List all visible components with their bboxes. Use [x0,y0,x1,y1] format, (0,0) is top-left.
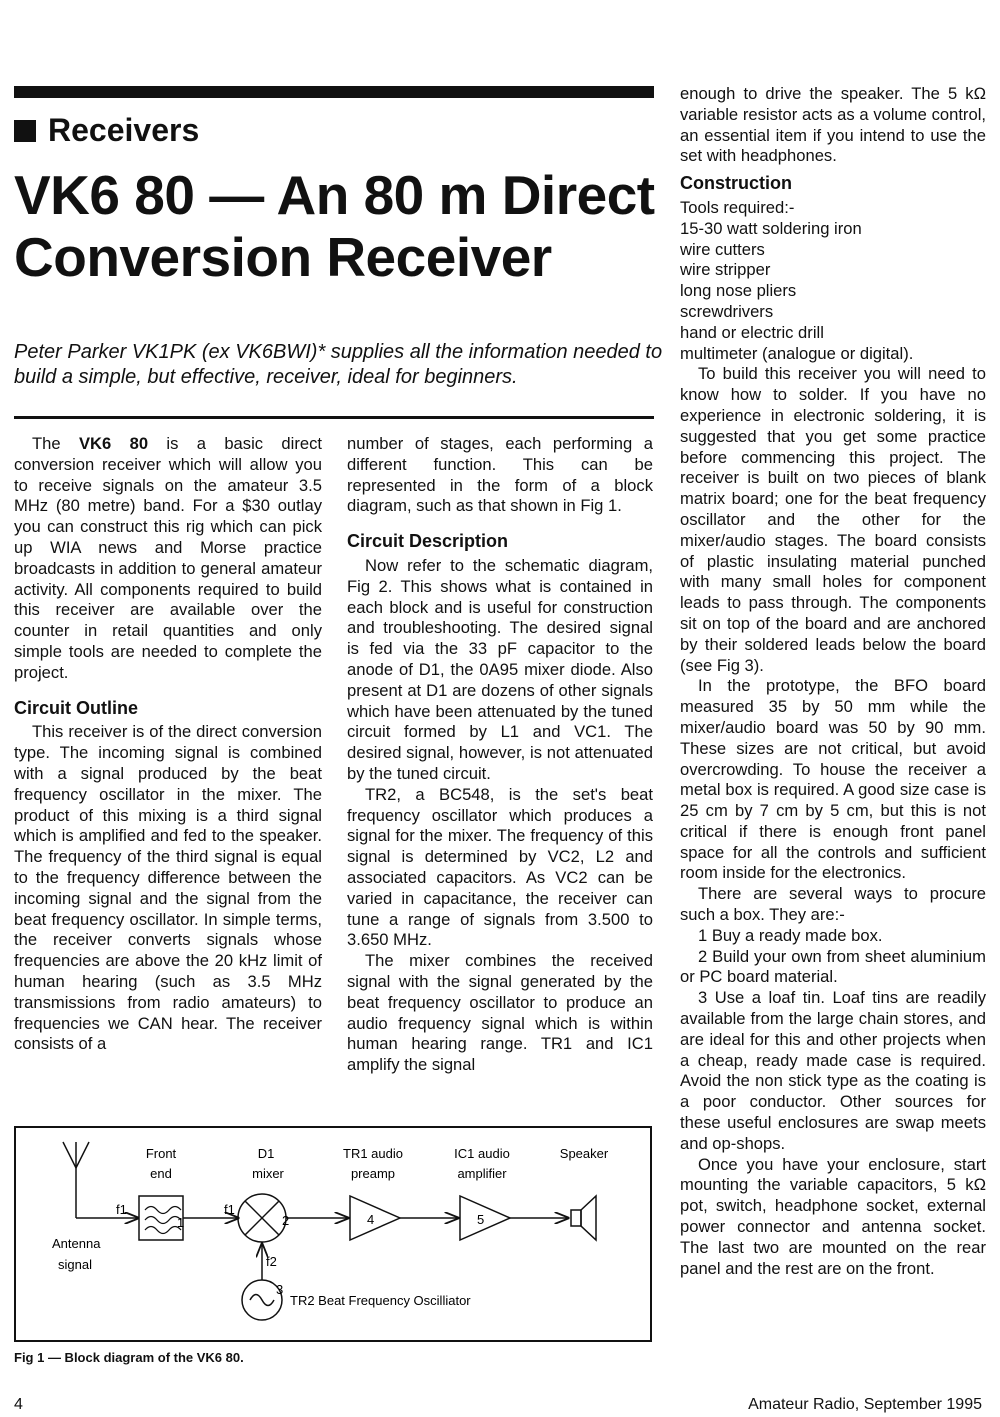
label-f1-a: f1 [116,1202,127,1217]
intro-bold-name: VK6 80 [78,434,149,453]
label-f1-b: f1 [224,1202,235,1217]
label-ic1-1: IC1 audio [454,1146,510,1161]
speaker-icon [571,1196,596,1240]
label-tr1-1: TR1 audio [343,1146,403,1161]
label-tr1-2: preamp [350,1166,396,1181]
list-item: Tools required:- [680,197,795,217]
page-number: 4 [14,1396,23,1413]
heading-circuit-description: Circuit Description [347,531,509,552]
top-rule [14,86,654,98]
label-antenna-1: Antenna [52,1236,101,1251]
figure-caption: Fig 1 — Block diagram of the VK6 80. [14,1350,244,1365]
numbered-item-3: 3 Use a loaf tin. Loaf tins are readily available from the large chain stores, and are ideal for this and other projects when a cheap, ready made case is required. Avoid the non stick type as the coating is a poor conductor. Other sources for these useful enclosures are swap meets and op-shops. [680,988,986,1153]
label-d1-1: D1 [257,1146,275,1161]
title-rule [14,416,654,419]
intro-paragraph: The VK6 80 is a basic direct conversion receiver which will allow you to receive signals on the amateur 3.5 MHz (80 metre) band. For a $30 outlay you can construct this rig which can pick up WIA news and Morse practice broadcasts in addition to general amateur activity. All components required to build this receiver are available over the counter in retail quantities and only simple tools are needed to complete the project. [14,434,322,682]
label-speaker: Speaker [559,1146,609,1161]
section-heading [14,112,199,149]
label-front-end-1: Front [145,1146,177,1161]
column-1 [14,434,322,1055]
paragraph-construction-3: There are several ways to procure such a box. They are:- [680,884,986,925]
label-f2: f2 [266,1254,277,1269]
column-3 [680,84,986,1279]
numbered-item-1: 1 Buy a ready made box. [698,925,883,945]
paragraph-continued: number of stages, each performing a different function. This can be represented in the form of a block diagram, such as that shown in Fig 1. [347,434,653,516]
heading-circuit-outline: Circuit Outline [14,697,139,718]
list-item: multimeter (analogue or digital). [680,343,914,363]
preamp-amplifier-icon [350,1196,400,1240]
paragraph-desc-2: TR2, a BC548, is the set's beat frequency oscillator which produces a signal for the mixer. The frequency of this signal is determined by VC2, L2 and associated capacitors. As VC2 can be varied in capacitance, the receiver can tune a range of signals from 3.500 to 3.650 MHz. [347,784,653,950]
list-item: hand or electric drill [680,322,824,342]
list-item: wire stripper [680,260,771,280]
label-n2: 2 [282,1213,290,1228]
list-item: 15-30 watt soldering iron [680,218,862,238]
antenna-icon [63,1142,89,1218]
section-label: Receivers [48,112,200,148]
numbered-item-2: 2 Build your own from sheet aluminium or PC board material. [680,946,986,987]
label-n3: 3 [276,1282,284,1297]
paragraph-outline: This receiver is of the direct conversion type. The incoming signal is combined with a signal produced by the beat frequency oscillator in the mixer. The product of this mixing is a third signal which is amplified and fed to the speaker. The frequency of the third signal is equal to the frequency difference between the incoming signal and the signal from the beat frequency oscillator. In simple terms, the receiver converts signals whose frequencies are above the 20 kHz limit of human hearing (such as 3.5 MHz transmissions from radio amateurs) to frequencies we CAN hear. The receiver consists of a [14,722,322,1054]
paragraph-desc-1: Now refer to the schematic diagram, Fig 2. This shows what is contained in each block and is useful for construction and troubleshooting. The desired signal is fed via the 33 pF capacitor to the anode of D1, the 0A95 mixer diode. Also present at D1 are dozens of other signals which have been attenuated by the tuned circuit formed by L1 and VC1. The desired signal, however, is not attenuated by the tuned circuit. [347,555,653,783]
article-byline: Peter Parker VK1PK (ex VK6BWI)* supplies all the information needed to build a simple, but effective, receiver, ideal for beginners. [14,341,663,388]
paragraph-continued-3: enough to drive the speaker. The 5 kΩ variable resistor acts as a volume control, an essential item if you intend to use the set with headphones. [680,84,986,166]
label-n4: 4 [367,1212,375,1227]
heading-construction: Construction [680,173,792,194]
journal-footer: Amateur Radio, September 1995 [748,1396,982,1413]
label-n1: 1 [177,1215,185,1230]
figure-block-diagram [14,1126,652,1342]
paragraph-construction-1: To build this receiver you will need to know how to solder. If you have no experience in electronic soldering, it is suggested that you get some practice before commencing this project. The receiver is built on two pieces of blank matrix board; one for the beat frequency oscillator and the other for the mixer/audio stages. The board consists of plastic insulating material punched with many small holes for component leads to pass through. The components sit on top of the board and are anchored by their soldered leads below the board (see Fig 3). [680,364,986,675]
paragraph-construction-2: In the prototype, the BFO board measured 35 by 50 mm while the mixer/audio board was 50 by 90 mm. These sizes are not critical, but avoid overcrowding. To house the receiver a metal box is required. A good size case is 25 cm by 7 cm by 5 cm, but this is not critical if there is enough front panel space for all the controls and sufficient room inside for the electronics. [680,676,986,883]
label-antenna-2: signal [58,1257,92,1272]
mixer-icon [238,1194,286,1242]
paragraph-construction-4: Once you have your enclosure, start mounting the variable capacitors, 5 kΩ pot, switch, headphone socket, external power connector and antenna socket. The last two are mounted on the rear panel and the rest are on the front. [680,1154,986,1278]
list-item: long nose pliers [680,281,797,301]
tools-list [680,198,986,364]
section-square-icon [14,120,36,142]
list-item: screwdrivers [680,301,774,321]
label-front-end-2: end [150,1166,172,1181]
block-diagram-svg [16,1128,650,1340]
label-bfo: TR2 Beat Frequency Oscilliator [290,1293,471,1308]
list-item: wire cutters [680,239,765,259]
paragraph-desc-3: The mixer combines the received signal with the signal generated by the beat frequency oscillator to produce an audio frequency signal which is within human hearing range. TR1 and IC1 amplify the signal [347,951,653,1075]
audio-amplifier-icon [460,1196,510,1240]
article-title: VK6 80 — An 80 m Direct Conversion Receiver [14,164,655,288]
column-2 [347,434,653,1076]
label-d1-2: mixer [252,1166,284,1181]
label-n5: 5 [477,1212,485,1227]
label-ic1-2: amplifier [457,1166,507,1181]
